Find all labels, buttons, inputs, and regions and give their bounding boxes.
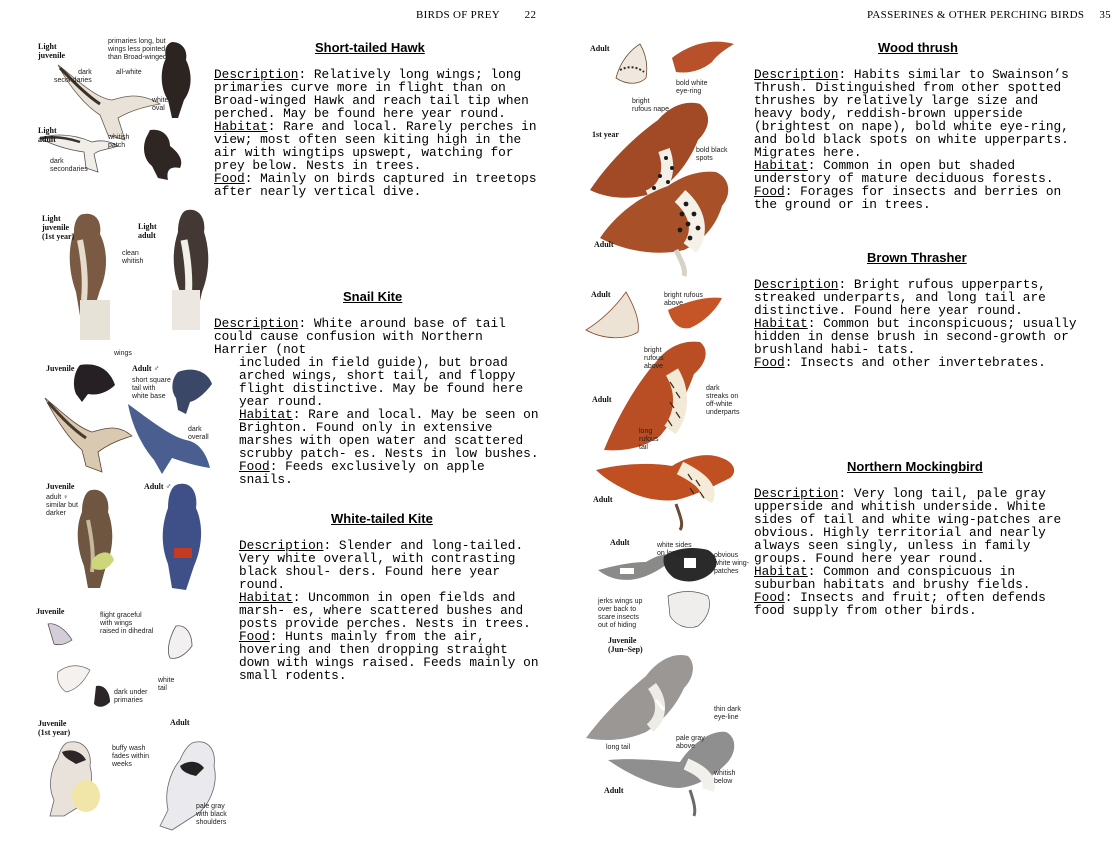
description-paragraph — [754, 278, 1084, 317]
label-sk-adult-female: adult ♀ similar but darker — [46, 494, 78, 517]
label-sk-short-square: short square tail with white base — [132, 377, 171, 400]
label-sth-light-adult-2: Light adult — [138, 222, 157, 240]
description-paragraph — [214, 68, 540, 120]
northern-mockingbird-wing-flash-illustration — [668, 592, 710, 628]
species-title-short-tailed-hawk: Short-tailed Hawk — [315, 40, 425, 55]
label-sk-adult-male-2: Adult ♂ — [144, 482, 172, 491]
species-entry-brown-thrasher — [754, 278, 1084, 369]
habitat-label: Habitat — [239, 407, 293, 422]
label-sth-light-juvenile-1st: Light juvenile (1st year) — [42, 214, 75, 241]
label-bt-adult: Adult — [591, 290, 611, 299]
description-label: Description — [214, 67, 299, 82]
label-nm-thin-dark: thin dark eye-line — [714, 706, 741, 721]
label-sth-all-white: all-white — [116, 69, 142, 76]
food-text: : Feeds exclusively on apple snails. — [239, 459, 485, 487]
habitat-label: Habitat — [754, 564, 808, 579]
food-text: : Mainly on birds captured in treetops after nearly vertical dive. — [214, 171, 537, 199]
species-title-northern-mockingbird: Northern Mockingbird — [847, 459, 983, 474]
description-label: Description — [754, 67, 839, 82]
description-label: Description — [754, 277, 839, 292]
label-wtk-white-tail: white tail — [158, 677, 175, 692]
habitat-paragraph — [754, 317, 1084, 356]
label-nm-pale-gray: pale gray above — [676, 735, 705, 750]
habitat-label: Habitat — [239, 590, 293, 605]
left-running-head-text: BIRDS OF PREY — [416, 9, 500, 21]
habitat-paragraph — [239, 591, 540, 630]
description-text-1: : White around base of tail could cause confusion with Northern Harrier (not — [214, 316, 506, 357]
white-tailed-kite-hovering-illustration — [57, 666, 90, 692]
label-wt-1st-year: 1st year — [592, 130, 619, 139]
label-sk-juvenile-2: Juvenile — [46, 482, 75, 491]
food-paragraph — [754, 591, 1084, 617]
habitat-paragraph — [239, 408, 540, 460]
snail-kite-juvenile-perched-illustration — [78, 490, 114, 588]
label-sth-white-oval: white oval — [152, 97, 169, 112]
food-paragraph — [754, 356, 1084, 369]
description-paragraph — [754, 68, 1084, 159]
habitat-text: : Common and conspicuous in suburban habitats and brushy fields. — [754, 564, 1031, 592]
description-text: : Relatively long wings; long primaries curve more in flight than on Broad-winged Hawk and reach tail tip when perched. May be found here year round. — [214, 67, 529, 121]
right-running-head-text: PASSERINES & OTHER PERCHING BIRDS — [867, 9, 1085, 21]
food-label: Food — [754, 590, 785, 605]
label-bt-adult-3: Adult — [593, 495, 613, 504]
snail-kite-adult-flight-illustration — [172, 370, 212, 414]
label-nm-white-sides: white sides on long tail — [657, 542, 692, 557]
food-label: Food — [239, 459, 270, 474]
food-paragraph — [214, 172, 540, 198]
food-label: Food — [754, 355, 785, 370]
snail-kite-adult-perched-illustration — [163, 484, 201, 590]
food-text: : Insects and fruit; often defends food supply from other birds. — [754, 590, 1046, 618]
food-label: Food — [214, 171, 245, 186]
label-sk-adult-male: Adult ♂ — [132, 364, 160, 373]
description-paragraph — [239, 539, 540, 591]
species-entry-wood-thrush — [754, 68, 1084, 211]
species-entry-northern-mockingbird — [754, 487, 1084, 617]
label-sk-juvenile: Juvenile — [46, 364, 75, 373]
label-sth-light-adult: Light adult — [38, 126, 57, 144]
label-wt-bold-black: bold black spots — [696, 147, 728, 162]
habitat-paragraph — [754, 565, 1084, 591]
label-sth-light-juvenile: Light juvenile — [38, 42, 66, 60]
label-nm-long-tail: long tail — [606, 744, 631, 751]
white-tailed-kite-juvenile-perched-illustration — [50, 742, 100, 816]
label-sth-clean-whitish: clean whitish — [122, 250, 144, 265]
label-wtk-juvenile: Juvenile — [36, 607, 65, 616]
left-page-number: 22 — [524, 9, 537, 21]
food-label: Food — [239, 629, 270, 644]
description-text: : Bright rufous upperparts, streaked underparts, and long tail are distinctive. Found here year round. — [754, 277, 1046, 318]
species-title-snail-kite: Snail Kite — [343, 289, 403, 304]
wood-thrush-adult-flight-rufous-illustration — [672, 42, 734, 73]
label-wtk-buffy: buffy wash fades within weeks — [112, 745, 149, 768]
label-wt-bold-white: bold white eye-ring — [676, 80, 708, 95]
habitat-text: : Common but inconspicuous; usually hidden in dense brush in second-growth or brushland habi- tats. — [754, 316, 1077, 357]
label-sk-wings: wings — [114, 350, 132, 357]
snail-kite-indented-body — [214, 356, 540, 486]
right-page-number: 35 — [1099, 9, 1111, 21]
habitat-label: Habitat — [754, 316, 808, 331]
label-nm-adult: Adult — [610, 538, 630, 547]
label-wt-adult-2: Adult — [594, 240, 614, 249]
brown-thrasher-adult-lower-illustration — [596, 455, 734, 530]
description-label: Description — [239, 538, 324, 553]
label-nm-obvious-patches: obvious white wing- patches — [714, 552, 750, 575]
food-text: : Hunts mainly from the air, hovering and then dropping straight down with wings raised. Feeds mainly on small rodents. — [239, 629, 539, 683]
habitat-text: : Rare and local. Rarely perches in view; most often seen kiting high in the air with wingtips upswept, watching for prey below. Nests in trees. — [214, 119, 537, 173]
snail-kite-juvenile-soaring-illustration — [45, 398, 132, 472]
description-label: Description — [214, 316, 299, 331]
species-entry-short-tailed-hawk — [214, 68, 540, 198]
description-text: : Habits similar to Swainson’s Thrush. Distinguished from other spotted thrushes by relatively large size and heavy body, reddish-brown upperside (brightest on nape), bold white eye-ring, and bold black spots on white upperparts. Migrates here. — [754, 67, 1069, 160]
label-wtk-dark-under: dark under primaries — [114, 689, 148, 704]
short-tailed-hawk-juvenile-perched-illustration — [70, 214, 110, 340]
label-nm-juvenile: Juvenile (Jun–Sep) — [608, 636, 643, 654]
habitat-label: Habitat — [214, 119, 268, 134]
label-sth-primaries: primaries long, but wings less pointed than Broad-winged — [108, 38, 167, 61]
food-paragraph — [239, 460, 540, 486]
description-text: : Very long tail, pale gray upperside and whitish underside. White sides of tail and white wing-patches are obvious. Highly territorial and nearly always seen singly, unless in family groups. Found here year round. — [754, 486, 1062, 566]
snail-kite-juvenile-flight-illustration — [74, 364, 115, 402]
food-text: : Forages for insects and berries on the ground or in trees. — [754, 184, 1062, 212]
label-nm-jerks-wings: jerks wings up over back to scare insects out of hiding — [598, 598, 643, 629]
label-bt-dark-streaks: dark streaks on off-white underparts — [706, 385, 740, 416]
label-wt-adult: Adult — [590, 44, 610, 53]
habitat-label: Habitat — [754, 158, 808, 173]
label-wtk-juvenile-1st: Juvenile (1st year) — [38, 719, 71, 737]
short-tailed-hawk-dark-flight-illustration — [144, 130, 181, 180]
habitat-text: : Rare and local. May be seen on Brighton. Found only in extensive marshes with open water and scattered scrubby patch- es. Nests in low bushes. — [239, 407, 539, 461]
white-tailed-kite-dark-under-primaries-illustration — [94, 686, 110, 707]
food-label: Food — [754, 184, 785, 199]
species-title-wood-thrush: Wood thrush — [878, 40, 958, 55]
description-paragraph-continued — [239, 356, 540, 408]
label-wtk-flight: flight graceful with wings raised in dihedral — [100, 612, 154, 635]
label-wt-bright-rufous-nape: bright rufous nape — [632, 98, 669, 113]
label-sth-dark-secondaries-2: dark secondaries — [50, 158, 88, 173]
label-wtk-adult: Adult — [170, 718, 190, 727]
wood-thrush-adult-flight-illustration — [616, 44, 647, 83]
label-sth-whitish-patch: whitish patch — [108, 134, 130, 149]
habitat-paragraph — [214, 120, 540, 172]
species-entry-snail-kite — [214, 317, 540, 486]
short-tailed-hawk-light-adult-perched-illustration — [172, 210, 208, 330]
description-text: : Slender and long-tailed. Very white overall, with contrasting black shoul- ders. Found here year round. — [239, 538, 524, 592]
label-bt-adult-2: Adult — [592, 395, 612, 404]
white-tailed-kite-flight-2-illustration — [168, 626, 192, 659]
northern-mockingbird-juvenile-illustration — [586, 655, 693, 740]
species-title-white-tailed-kite: White-tailed Kite — [331, 511, 433, 526]
description-paragraph — [214, 317, 540, 356]
label-nm-whitish-below: whitish below — [714, 770, 736, 785]
food-text: : Insects and other invertebrates. — [784, 355, 1046, 370]
species-entry-white-tailed-kite — [239, 539, 540, 682]
food-paragraph — [239, 630, 540, 682]
species-title-brown-thrasher: Brown Thrasher — [867, 250, 967, 265]
white-tailed-kite-flight-1-illustration — [48, 624, 72, 645]
habitat-paragraph — [754, 159, 1084, 185]
label-sk-dark-overall: dark overall — [188, 426, 209, 441]
description-text-2: included in field guide), but broad arched wings, short tail, and floppy flight distinctive. May be found here year round. — [239, 355, 524, 409]
label-nm-adult-2: Adult — [604, 786, 624, 795]
label-bt-bright-rufous-above-2: bright rufous above — [644, 347, 664, 370]
description-label: Description — [754, 486, 839, 501]
label-bt-long-rufous-tail: long rufous tail — [639, 428, 659, 451]
habitat-text: : Common in open but shaded understory of mature deciduous forests. — [754, 158, 1054, 186]
label-wtk-pale-gray: pale gray with black shoulders — [196, 803, 227, 826]
label-bt-bright-rufous-above: bright rufous above — [664, 292, 703, 307]
description-paragraph — [754, 487, 1084, 565]
label-sth-dark-secondaries-1: dark secondaries — [54, 69, 92, 84]
habitat-text: : Uncommon in open fields and marsh- es, where scattered bushes and posts provide perches. Nests in trees. — [239, 590, 531, 631]
food-paragraph — [754, 185, 1084, 211]
